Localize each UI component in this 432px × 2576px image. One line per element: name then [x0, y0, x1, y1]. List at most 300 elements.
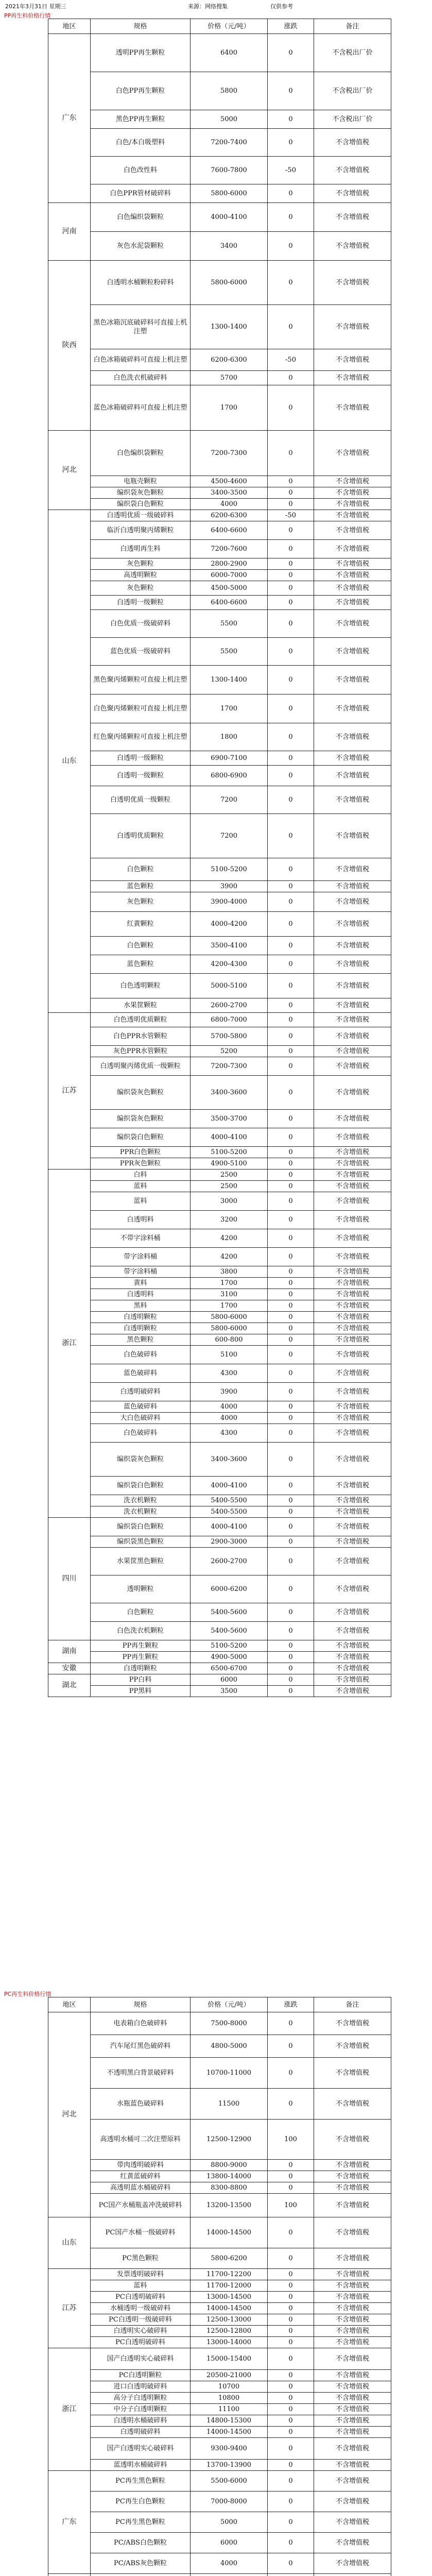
table-row	[48, 1652, 391, 1663]
note-cell: 不含增值税	[314, 1013, 391, 1027]
name-cell: 高透明蓝水桶破碎料	[91, 2182, 191, 2194]
price-cell: 2600-2700	[191, 998, 268, 1013]
table-row	[48, 349, 391, 371]
price-cell: 1700	[191, 1300, 268, 1312]
note-cell: 不含增值税	[314, 2012, 391, 2035]
note-cell: 不含增值税	[314, 881, 391, 892]
name-cell: 临沂白透明聚丙烯颗粒	[91, 521, 191, 540]
note-cell: 不含增值税	[314, 1674, 391, 1686]
change-cell: 0	[268, 814, 314, 858]
note-cell: 不含增值税	[314, 1147, 391, 1158]
price-cell: 5800-6000	[191, 1323, 268, 1334]
change-cell: 0	[268, 385, 314, 431]
change-cell: 0	[268, 666, 314, 694]
column-header: 价格（元/吨）	[191, 19, 268, 34]
pc-price-table	[48, 1997, 391, 2576]
change-cell: -50	[268, 157, 314, 184]
change-cell: 0	[268, 203, 314, 232]
change-cell: 0	[268, 2471, 314, 2492]
region-cell	[48, 2574, 91, 2576]
name-cell: 黑色冰箱沉底破碎料可直接上机注塑	[91, 305, 191, 349]
table-row	[48, 521, 391, 540]
price-cell: 3100	[191, 1289, 268, 1300]
price-cell: 3800	[191, 1266, 268, 1278]
note-cell: 不含增值税	[314, 1158, 391, 1170]
name-cell: 透明颗粒	[91, 1575, 191, 1603]
table-row	[48, 34, 391, 72]
name-cell: 电表箱白色破碎料	[91, 2012, 191, 2035]
name-cell: 蓝料	[91, 1192, 191, 1211]
note-cell: 不含增值税	[314, 2120, 391, 2160]
name-cell: 发票透明破碎料	[91, 2269, 191, 2280]
note-cell: 不含增值税	[314, 1401, 391, 1413]
price-cell: 4900-5100	[191, 1158, 268, 1170]
note-cell: 不含增值税	[314, 1443, 391, 1477]
name-cell: 带肉透明破碎料	[91, 2160, 191, 2171]
table-row	[48, 570, 391, 581]
note-cell: 不含增值税	[314, 2182, 391, 2194]
note-cell: 不含增值税	[314, 751, 391, 766]
note-cell: 不含增值税	[314, 858, 391, 881]
price-cell: 1700	[191, 694, 268, 723]
region-cell: 湖北	[48, 1674, 91, 1697]
region-cell: 四川	[48, 1518, 91, 1640]
table-row	[48, 2348, 391, 2370]
table-row	[48, 1211, 391, 1229]
name-cell: 带字涂料桶	[91, 1248, 191, 1266]
change-cell: 0	[268, 2171, 314, 2182]
note-cell: 不含税出厂价	[314, 34, 391, 72]
table-row	[48, 1383, 391, 1401]
change-cell: 0	[268, 937, 314, 955]
table-row	[48, 476, 391, 487]
column-header: 涨跌	[268, 19, 314, 34]
change-cell: 0	[268, 2058, 314, 2089]
table-row	[48, 1575, 391, 1603]
name-cell: 蓝透明水桶破碎料	[91, 2460, 191, 2471]
note-cell: 不含增值税	[314, 1300, 391, 1312]
table-row	[48, 2248, 391, 2269]
note-cell: 不含增值税	[314, 786, 391, 814]
name-cell: PC再生白色颗粒	[91, 2492, 191, 2512]
price-cell: 4000-4100	[191, 1518, 268, 1536]
price-cell: 2800-2900	[191, 558, 268, 570]
change-cell: 0	[268, 1323, 314, 1334]
table-row	[48, 858, 391, 881]
name-cell: 白色透明优质颗粒	[91, 1013, 191, 1027]
price-cell: 5800-6000	[191, 184, 268, 203]
price-cell: 3200	[191, 1211, 268, 1229]
name-cell: PP再生颗粒	[91, 1640, 191, 1652]
note-cell: 不含增值税	[314, 1346, 391, 1364]
change-cell: 0	[268, 1300, 314, 1312]
price-cell: 10800	[191, 2393, 268, 2404]
table-row	[48, 1413, 391, 1424]
name-cell: 黑色PP再生颗粒	[91, 110, 191, 129]
table-row	[48, 2471, 391, 2492]
table-row	[48, 955, 391, 974]
note-cell: 不含增值税	[314, 232, 391, 261]
table-row	[48, 1013, 391, 1027]
table-row	[48, 1192, 391, 1211]
note-cell: 不含增值税	[314, 2512, 391, 2533]
price-cell: 13800-14000	[191, 2171, 268, 2182]
name-cell: 白透明水桶破碎料	[91, 2415, 191, 2427]
note-cell: 不含增值税	[314, 2303, 391, 2314]
table-row	[48, 1364, 391, 1383]
change-cell: 0	[268, 1663, 314, 1674]
note-cell: 不含增值税	[314, 2160, 391, 2171]
price-cell: 11700-12000	[191, 2280, 268, 2292]
note-cell: 不含增值税	[314, 581, 391, 596]
price-cell: 5000	[191, 2512, 268, 2533]
name-cell: 白透明颗粒	[91, 1312, 191, 1323]
name-cell: PC国产水桶瓶盖冲洗破碎料	[91, 2194, 191, 2217]
change-cell: 0	[268, 2326, 314, 2337]
price-cell: 8300-8800	[191, 2182, 268, 2194]
change-cell: 0	[268, 34, 314, 72]
region-cell: 河南	[48, 203, 91, 261]
name-cell: 白透明再生料	[91, 540, 191, 558]
price-cell: 4200	[191, 1248, 268, 1266]
name-cell: 白色编织袋颗粒	[91, 431, 191, 476]
note-cell: 不含增值税	[314, 2553, 391, 2574]
table-row	[48, 723, 391, 751]
table-row	[48, 766, 391, 786]
price-cell: 6800-7000	[191, 1013, 268, 1027]
note-cell: 不含增值税	[314, 2089, 391, 2120]
note-cell: 不含增值税	[314, 1211, 391, 1229]
column-header: 价格（元/吨）	[191, 1997, 268, 2012]
note-cell: 不含增值税	[314, 305, 391, 349]
price-cell: 6000-7000	[191, 570, 268, 581]
name-cell: 中分子白透明颗粒	[91, 2404, 191, 2415]
name-cell: 白色颗粒	[91, 858, 191, 881]
change-cell: 0	[268, 638, 314, 666]
note-cell	[314, 2574, 391, 2576]
change-cell: 0	[268, 2460, 314, 2471]
price-cell: 600-800	[191, 1334, 268, 1346]
change-cell: 0	[268, 2438, 314, 2460]
change-cell: 0	[268, 2415, 314, 2427]
note-cell: 不含增值税	[314, 203, 391, 232]
column-header: 地区	[48, 19, 91, 34]
region-cell: 江苏	[48, 2269, 91, 2348]
price-cell: 4000-4200	[191, 912, 268, 937]
note-cell: 不含增值税	[314, 2194, 391, 2217]
name-cell: 白色破碎料	[91, 1424, 191, 1443]
change-cell: 0	[268, 499, 314, 510]
change-cell: 0	[268, 1248, 314, 1266]
price-cell: 7200-7400	[191, 129, 268, 157]
name-cell: 白透明料	[91, 1289, 191, 1300]
pp-section-title: PP再生料价格行情	[4, 12, 51, 19]
table-row	[48, 2182, 391, 2194]
name-cell: 蓝料	[91, 2280, 191, 2292]
change-cell: 0	[268, 2035, 314, 2058]
price-cell: 12500-12900	[191, 2120, 268, 2160]
table-row	[48, 2292, 391, 2303]
price-cell: 3900-4000	[191, 892, 268, 912]
price-cell: 13200-13500	[191, 2194, 268, 2217]
note-cell: 不含增值税	[314, 2415, 391, 2427]
note-cell: 不含增值税	[314, 610, 391, 638]
note-cell: 不含增值税	[314, 570, 391, 581]
region-cell: 湖南	[48, 1640, 91, 1663]
price-cell: 8800-9000	[191, 2160, 268, 2171]
note-cell: 不含增值税	[314, 1506, 391, 1518]
name-cell: 灰色水泥袋颗粒	[91, 232, 191, 261]
note-cell: 不含增值税	[314, 2381, 391, 2393]
table-row	[48, 371, 391, 385]
name-cell: 编织袋白色颗粒	[91, 1477, 191, 1495]
name-cell: 蓝料	[91, 1181, 191, 1192]
name-cell: 水果筐黑色颗粒	[91, 1548, 191, 1575]
name-cell: 白色洗衣机破碎料	[91, 371, 191, 385]
name-cell: PPR灰色颗粒	[91, 1158, 191, 1170]
name-cell: 水瓶蓝色破碎料	[91, 2089, 191, 2120]
change-cell: 0	[268, 1057, 314, 1076]
change-cell: 0	[268, 110, 314, 129]
note-cell: 不含增值税	[314, 2269, 391, 2280]
price-cell: 7000-8000	[191, 2492, 268, 2512]
price-cell: 13000-14500	[191, 2292, 268, 2303]
note-cell: 不含增值税	[314, 1027, 391, 1046]
table-row	[48, 1057, 391, 1076]
change-cell: 0	[268, 1495, 314, 1506]
change-cell: 0	[268, 1686, 314, 1697]
table-row	[48, 1300, 391, 1312]
name-cell: 编织袋白色颗粒	[91, 1518, 191, 1536]
name-cell: PC/ABS灰色颗粒	[91, 2553, 191, 2574]
price-cell: 5100-5200	[191, 1147, 268, 1158]
name-cell: 黄料	[91, 1278, 191, 1289]
note-cell: 不含增值税	[314, 1229, 391, 1248]
note-cell: 不含增值税	[314, 157, 391, 184]
change-cell: 0	[268, 1603, 314, 1622]
note-cell: 不含增值税	[314, 2314, 391, 2326]
note-cell: 不含增值税	[314, 558, 391, 570]
price-cell: 6800-6900	[191, 766, 268, 786]
note-cell: 不含增值税	[314, 1312, 391, 1323]
change-cell: 0	[268, 2248, 314, 2269]
table-row	[48, 510, 391, 521]
price-cell: 5000-5100	[191, 974, 268, 998]
note-cell: 不含增值税	[314, 371, 391, 385]
table-row	[48, 232, 391, 261]
price-cell: 4800-5000	[191, 2035, 268, 2058]
table-row	[48, 72, 391, 110]
change-cell: 0	[268, 581, 314, 596]
price-cell: 1300-1400	[191, 305, 268, 349]
table-row	[48, 1401, 391, 1413]
price-cell: 3400-3600	[191, 1076, 268, 1110]
table-row	[48, 1147, 391, 1158]
price-cell: 5800	[191, 72, 268, 110]
note-cell: 不含增值税	[314, 1289, 391, 1300]
name-cell: 白透明颗粒	[91, 1323, 191, 1334]
name-cell	[91, 2574, 191, 2576]
price-cell: 6200-6300	[191, 510, 268, 521]
note-cell: 不含增值税	[314, 955, 391, 974]
table-row	[48, 638, 391, 666]
region-cell: 陕西	[48, 261, 91, 431]
name-cell: 白色改性料	[91, 157, 191, 184]
name-cell: 透明PP再生颗粒	[91, 34, 191, 72]
change-cell: 0	[268, 786, 314, 814]
name-cell: 国产白透明实心破碎料	[91, 2348, 191, 2370]
note-cell: 不含增值税	[314, 487, 391, 499]
price-cell: 9300-9400	[191, 2438, 268, 2460]
price-cell: 6000	[191, 2533, 268, 2553]
change-cell: 0	[268, 912, 314, 937]
note-cell: 不含增值税	[314, 2404, 391, 2415]
change-cell: 0	[268, 2217, 314, 2248]
price-cell: 5500	[191, 638, 268, 666]
region-cell: 山东	[48, 2217, 91, 2269]
price-cell: 15000-15400	[191, 2348, 268, 2370]
table-row	[48, 1278, 391, 1289]
change-cell: 0	[268, 1027, 314, 1046]
note-cell: 不含增值税	[314, 1477, 391, 1495]
change-cell: 0	[268, 2314, 314, 2326]
price-cell: 7200-7300	[191, 431, 268, 476]
pc-section-title: PC再生料价格行情	[4, 1991, 51, 1997]
table-row	[48, 912, 391, 937]
name-cell: 白透明破碎料	[91, 2427, 191, 2438]
price-cell: 6000	[191, 1674, 268, 1686]
table-row	[48, 1536, 391, 1548]
note-cell: 不含增值税	[314, 814, 391, 858]
change-cell: 100	[268, 2120, 314, 2160]
name-cell: 白色破碎料	[91, 1346, 191, 1364]
region-cell: 浙江	[48, 1170, 91, 1518]
note-cell: 不含增值税	[314, 766, 391, 786]
name-cell: 带字涂料桶	[91, 1266, 191, 1278]
name-cell: 白透明料	[91, 1211, 191, 1229]
change-cell: 0	[268, 974, 314, 998]
price-cell: 14000-14500	[191, 2303, 268, 2314]
table-row	[48, 2574, 391, 2576]
note-cell: 不含增值税	[314, 2348, 391, 2370]
table-row	[48, 2512, 391, 2533]
change-cell: 0	[268, 1506, 314, 1518]
change-cell: 0	[268, 2492, 314, 2512]
price-cell: 5400-5600	[191, 1622, 268, 1640]
table-row	[48, 2035, 391, 2058]
note-cell: 不含增值税	[314, 638, 391, 666]
name-cell: 洗衣机颗粒	[91, 1506, 191, 1518]
change-cell: 0	[268, 1266, 314, 1278]
report-source: 来源：网络搜集	[188, 3, 228, 10]
name-cell: 灰色颗粒	[91, 892, 191, 912]
table-row	[48, 1312, 391, 1323]
note-cell: 不含增值税	[314, 1110, 391, 1128]
change-cell: 0	[268, 184, 314, 203]
name-cell: 灰色PPR水管颗粒	[91, 1046, 191, 1057]
note-cell: 不含增值税	[314, 1046, 391, 1057]
price-cell	[191, 2574, 268, 2576]
name-cell: PC白透明破碎料	[91, 2292, 191, 2303]
change-cell: 0	[268, 1364, 314, 1383]
price-cell: 4200	[191, 1229, 268, 1248]
name-cell: PC白透明颗粒	[91, 2370, 191, 2381]
price-cell: 13000-14000	[191, 2337, 268, 2348]
name-cell: 白色透明颗粒	[91, 974, 191, 998]
table-header-row	[48, 19, 391, 34]
name-cell: 蓝色颗粒	[91, 955, 191, 974]
change-cell: 0	[268, 261, 314, 305]
change-cell: 0	[268, 2381, 314, 2393]
table-row	[48, 2280, 391, 2292]
price-cell: 11100	[191, 2404, 268, 2415]
note-cell: 不含增值税	[314, 2427, 391, 2438]
price-cell: 4000-4100	[191, 1128, 268, 1147]
price-cell: 4200-4300	[191, 955, 268, 974]
note-cell: 不含增值税	[314, 1575, 391, 1603]
change-cell: 0	[268, 1383, 314, 1401]
note-cell: 不含增值税	[314, 912, 391, 937]
table-row	[48, 2337, 391, 2348]
table-row	[48, 694, 391, 723]
change-cell: 0	[268, 1674, 314, 1686]
change-cell: 0	[268, 2012, 314, 2035]
table-row	[48, 998, 391, 1013]
table-row	[48, 2058, 391, 2089]
table-row	[48, 2326, 391, 2337]
name-cell: 电瓶壳颗粒	[91, 476, 191, 487]
region-cell: 江苏	[48, 1013, 91, 1170]
note-cell: 不含增值税	[314, 1323, 391, 1334]
table-row	[48, 1076, 391, 1110]
price-cell: 10700-11000	[191, 2058, 268, 2089]
change-cell	[268, 2574, 314, 2576]
price-cell: 7200-7300	[191, 1057, 268, 1076]
name-cell: PC/ABS白色颗粒	[91, 2533, 191, 2553]
table-row	[48, 2012, 391, 2035]
name-cell: 编织袋白色颗粒	[91, 499, 191, 510]
name-cell: 汽车尾灯黑色破碎料	[91, 2035, 191, 2058]
change-cell: 0	[268, 2292, 314, 2303]
table-row	[48, 2415, 391, 2427]
table-row	[48, 666, 391, 694]
price-cell: 5800-6200	[191, 2248, 268, 2269]
change-cell: 0	[268, 2393, 314, 2404]
table-row	[48, 2438, 391, 2460]
note-cell: 不含增值税	[314, 974, 391, 998]
note-cell: 不含增值税	[314, 349, 391, 371]
change-cell: 0	[268, 1181, 314, 1192]
change-cell: 0	[268, 1128, 314, 1147]
price-cell: 5100-5200	[191, 858, 268, 881]
region-cell: 广东	[48, 2471, 91, 2574]
name-cell: 白透明一级颗粒	[91, 596, 191, 610]
change-cell: 0	[268, 1346, 314, 1364]
name-cell: PC再生黑色颗粒	[91, 2471, 191, 2492]
name-cell: 白透明破碎料	[91, 1383, 191, 1401]
page-header	[5, 2, 427, 9]
note-cell: 不含增值税	[314, 1603, 391, 1622]
name-cell: 红黄颗粒	[91, 912, 191, 937]
price-cell: 5000	[191, 110, 268, 129]
name-cell: 白透明水桶颗粒粉碎料	[91, 261, 191, 305]
change-cell: 0	[268, 2337, 314, 2348]
note-cell: 不含增值税	[314, 937, 391, 955]
table-row	[48, 1686, 391, 1697]
column-header: 规格	[91, 1997, 191, 2012]
change-cell: 0	[268, 1158, 314, 1170]
name-cell: 编织袋灰色颗粒	[91, 1443, 191, 1477]
